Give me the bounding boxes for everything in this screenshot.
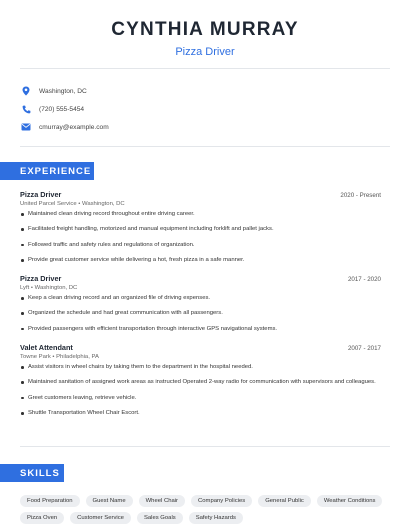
location-pin-icon [20, 85, 32, 97]
job-bullet: Maintained clean driving record throughout entire driving career. [20, 210, 381, 219]
job-bullet: Shuttle Transportation Wheel Chair Escort. [20, 409, 381, 418]
skill-chip: Wheel Chair [139, 495, 185, 507]
phone-icon [20, 103, 32, 115]
job-employer: United Parcel Service • Washington, DC [20, 201, 125, 207]
candidate-name: CYNTHIA MURRAY [111, 19, 299, 40]
job-bullets [20, 210, 381, 265]
job-bullet: Greet customers leaving, retrieve vehicle. [20, 394, 381, 403]
contact-phone [20, 100, 109, 118]
skill-chip: Food Preparation [20, 495, 80, 507]
job-bullets [20, 294, 381, 333]
contact-phone-text: (720) 555-5454 [39, 105, 85, 113]
skills-list [20, 495, 395, 524]
contact-list [20, 82, 109, 136]
contact-email [20, 118, 109, 136]
job-bullet: Keep a clean driving record and an organized file of driving expenses. [20, 294, 381, 303]
job-bullet: Followed traffic and safety rules and regulations of organization. [20, 241, 381, 250]
job-bullets [20, 363, 381, 418]
skill-chip: Company Policies [191, 495, 252, 507]
job-bullet: Provide great customer service while delivering a hot, fresh pizza in a safe manner. [20, 256, 381, 265]
job-bullet: Facilitated freight handling, motorized and manual equipment including forklift and pallet jacks. [20, 225, 381, 234]
job-dates: 2017 - 2020 [347, 276, 381, 283]
experience-item [20, 190, 381, 271]
skill-chip: Guest Name [86, 495, 133, 507]
job-dates: 2007 - 2017 [347, 345, 381, 352]
contact-location [20, 82, 109, 100]
job-bullet: Assist visitors in wheel chairs by taking them to the department in the hospital needed. [20, 363, 381, 372]
experience-section-title: EXPERIENCE [0, 162, 94, 180]
header-divider [20, 68, 390, 69]
skill-chip: Customer Service [70, 512, 131, 524]
job-dates: 2020 - Present [340, 192, 381, 199]
experience-item [20, 343, 381, 424]
resume-header [0, 0, 410, 59]
skill-chip: Safety Hazards [189, 512, 243, 524]
job-title: Valet Attendant [20, 343, 73, 352]
contact-location-text: Washington, DC [39, 87, 87, 95]
contact-email-text: cmurray@example.com [39, 123, 109, 131]
job-title: Pizza Driver [20, 190, 62, 199]
experience-divider [20, 446, 390, 447]
skill-chip: Sales Goals [137, 512, 183, 524]
job-title: Pizza Driver [20, 274, 62, 283]
email-icon [20, 121, 32, 133]
job-bullet: Provided passengers with efficient transportation through interactive GPS navigational systems. [20, 325, 381, 334]
skill-chip: Weather Conditions [317, 495, 383, 507]
skills-section-title: SKILLS [0, 464, 64, 482]
job-employer: Towne Park • Philadelphia, PA [20, 354, 99, 360]
skill-chip: General Public [258, 495, 311, 507]
contact-divider [20, 146, 390, 147]
job-employer: Lyft • Washington, DC [20, 285, 78, 291]
skill-chip: Pizza Oven [20, 512, 64, 524]
experience-item [20, 274, 381, 340]
candidate-title: Pizza Driver [175, 46, 235, 58]
job-bullet: Organized the schedule and had great communication with all passengers. [20, 309, 381, 318]
job-bullet: Maintained sanitation of assigned work areas as instructed Operated 2-way radio for communication with supervisors and colleagues. [20, 378, 381, 387]
